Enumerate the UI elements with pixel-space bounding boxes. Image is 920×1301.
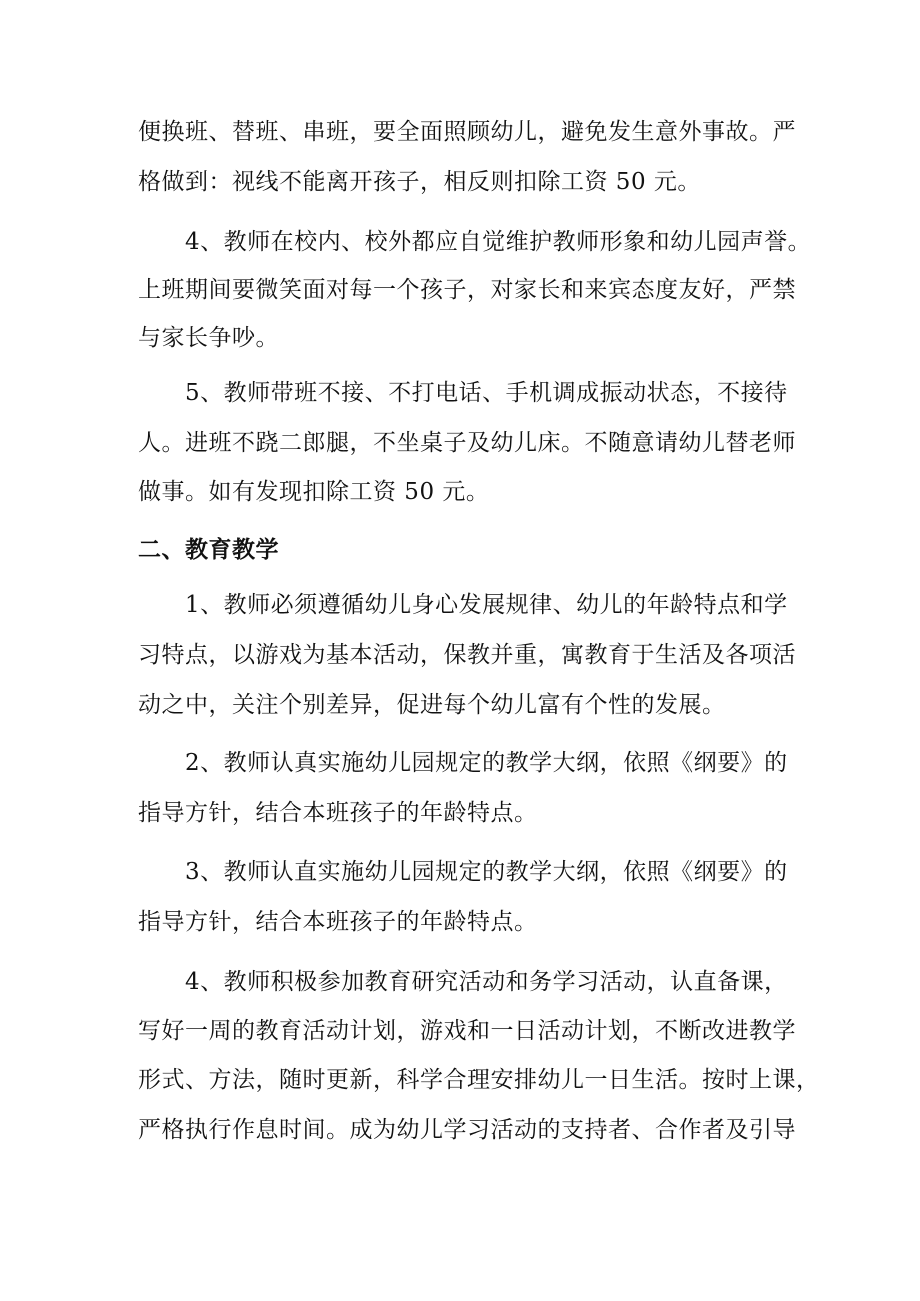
text-line: 动之中，关注个别差异，促进每个幼儿富有个性的发展。 (138, 692, 726, 718)
text-line: 指导方针，结合本班孩子的年龄特点。 (138, 909, 538, 935)
paragraph-start: 3、教师认直实施幼儿园规定的教学大纲，依照《纲要》的 (185, 859, 788, 885)
paragraph-start: 4、教师在校内、校外都应自觉维护教师形象和幼儿园声誉。 (185, 229, 812, 255)
text-line: 习特点，以游戏为基本活动，保教并重，寓教育于生活及各项活 (138, 642, 796, 668)
text-line: 严格执行作息时间。成为幼儿学习活动的支持者、合作者及引导 (138, 1117, 796, 1143)
text-line: 便换班、替班、串班，要全面照顾幼儿，避免发生意外事故。严 (138, 119, 796, 145)
text-line: 形式、方法，随时更新，科学合理安排幼儿一日生活。按时上课， (138, 1067, 820, 1093)
text-line: 人。进班不跷二郎腿，不坐桌子及幼儿床。不随意请幼儿替老师 (138, 430, 796, 456)
text-line: 格做到：视线不能离开孩子，相反则扣除工资 50 元。 (138, 169, 701, 195)
paragraph-start: 4、教师积极参加教育研究活动和务学习活动，认直备课， (185, 969, 788, 995)
text-line: 写好一周的教育活动计划，游戏和一日活动计划，不断改进教学 (138, 1018, 796, 1044)
section-heading: 二、教育教学 (138, 537, 279, 563)
text-line: 指导方针，结合本班孩子的年龄特点。 (138, 800, 538, 826)
text-line: 上班期间要微笑面对每一个孩子，对家长和来宾态度友好，严禁 (138, 277, 796, 303)
paragraph-start: 5、教师带班不接、不打电话、手机调成振动状态，不接待 (185, 380, 788, 406)
paragraph-start: 2、教师认真实施幼儿园规定的教学大纲，依照《纲要》的 (185, 750, 788, 776)
text-line: 与家长争吵。 (138, 325, 279, 351)
paragraph-start: 1、教师必须遵循幼儿身心发展规律、幼儿的年龄特点和学 (185, 592, 788, 618)
text-line: 做事。如有发现扣除工资 50 元。 (138, 479, 490, 505)
